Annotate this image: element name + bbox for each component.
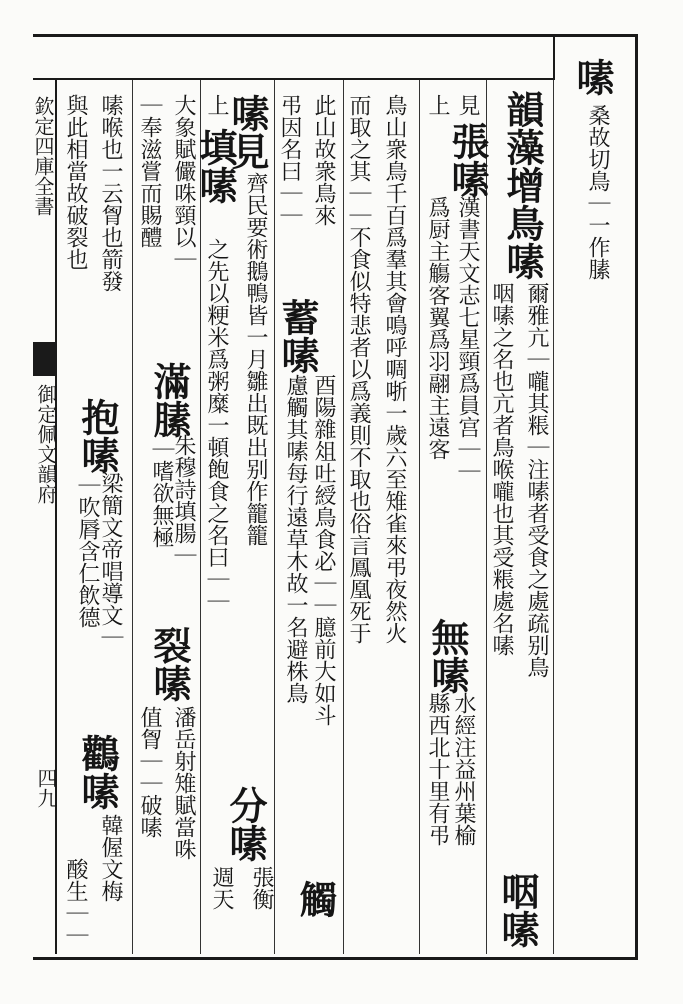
- entry-term: 裂嗉: [147, 626, 192, 702]
- entry-text: 潘岳射雉賦當咮: [171, 706, 196, 860]
- entry-text: 值胷｜｜破嗉: [137, 706, 162, 838]
- entry-term: 填嗉: [193, 128, 238, 204]
- top-rule: [33, 78, 553, 80]
- entry-text: 漢書天文志七星頸爲員宫｜｜: [455, 196, 480, 482]
- entry-text: 慮觸其嗉每行遠草木故一名避株鳥: [283, 374, 308, 704]
- entry-text: 此山故衆鳥來: [311, 94, 336, 226]
- entry-text: ｜吹脣含仁飲德: [75, 474, 100, 628]
- entry-text: 上: [204, 94, 229, 116]
- entry-term: 咽嗉: [495, 872, 540, 948]
- column-rule: [132, 80, 133, 954]
- entry-term: 張嗉: [445, 122, 490, 198]
- entry-text: 韓偓文梅: [98, 814, 123, 902]
- column-rule: [486, 80, 487, 954]
- column-rule: [274, 80, 275, 954]
- entry-text: 張衡: [249, 866, 274, 910]
- entry-text: 與此相當故破裂也: [63, 94, 88, 270]
- entry-term: 觸: [293, 880, 338, 918]
- entry-text: 朱穆詩填腸｜: [171, 434, 196, 566]
- entry-term: 滿膆: [147, 362, 192, 438]
- entry-text: 見: [455, 94, 480, 116]
- page-number: 四九: [34, 768, 58, 808]
- entry-text: 梁簡文帝唱導文｜: [98, 472, 123, 648]
- fold-mark: [33, 342, 55, 376]
- entry-term: 無嗉: [425, 618, 470, 694]
- entry-text: 爲厨主觴客翼爲羽翮主遠客: [425, 196, 450, 460]
- entry-term: 分嗉: [223, 786, 268, 862]
- margin-side-label: 御定佩文韻府: [34, 384, 58, 504]
- column-rule: [419, 80, 420, 954]
- entry-text: 咽嗉之名也亢者鳥喉嚨也其受粻處名嗉: [489, 282, 514, 656]
- entry-text: 上: [425, 94, 450, 116]
- entry-text: 酸生｜｜: [63, 858, 88, 946]
- entry-text: 縣西北十里有弔: [425, 692, 450, 846]
- entry-text: 嗉喉也一云胷也箭發: [98, 94, 123, 292]
- entry-term: 嗉見: [225, 94, 270, 170]
- entry-heading: 韻藻增鳥嗉: [500, 90, 545, 280]
- entry-term: 鸛嗉: [75, 734, 120, 810]
- entry-text: 爾雅亢｜嚨其粻｜注嗉者受食之處疏别鳥: [524, 282, 549, 678]
- entry-term: 蓄嗉: [275, 298, 320, 374]
- entry-text: ｜嗜欲無極: [149, 438, 174, 548]
- entry-text: 週天: [209, 866, 234, 910]
- column-rule: [200, 80, 201, 954]
- entry-text: 之先以粳米爲粥糜一頓飽食之名曰｜｜: [204, 238, 229, 612]
- entry-text: 大象賦儼咮頸以｜: [171, 94, 196, 270]
- entry-text: 齊民要術鵝鴨皆一月雛出既出别作籠籠: [243, 172, 268, 546]
- headword: 嗉: [570, 58, 615, 96]
- entry-text: 鳥山衆鳥千百爲羣其會鳴呼啁哳一歲六至雉雀來弔夜然火: [382, 94, 407, 644]
- entry-text: 水經注益州葉榆: [451, 692, 476, 846]
- entry-text: 酉陽雜俎吐綬鳥食必｜｜臆前大如斗: [311, 374, 336, 726]
- entry-term: 抱嗉: [75, 398, 120, 474]
- entry-text: ｜奉滋嘗而賜醴: [137, 94, 162, 248]
- headword-note: 桑故切鳥｜一作膆: [585, 104, 610, 280]
- margin-top-label: 欽定四庫全書: [31, 96, 55, 216]
- column-rule: [553, 80, 554, 954]
- entry-text: 弔因名曰｜｜: [277, 94, 302, 226]
- entry-text: 而取之其｜｜不食似特悲者以爲義則不取也俗言鳳凰死于: [346, 94, 371, 644]
- column-rule: [343, 80, 344, 954]
